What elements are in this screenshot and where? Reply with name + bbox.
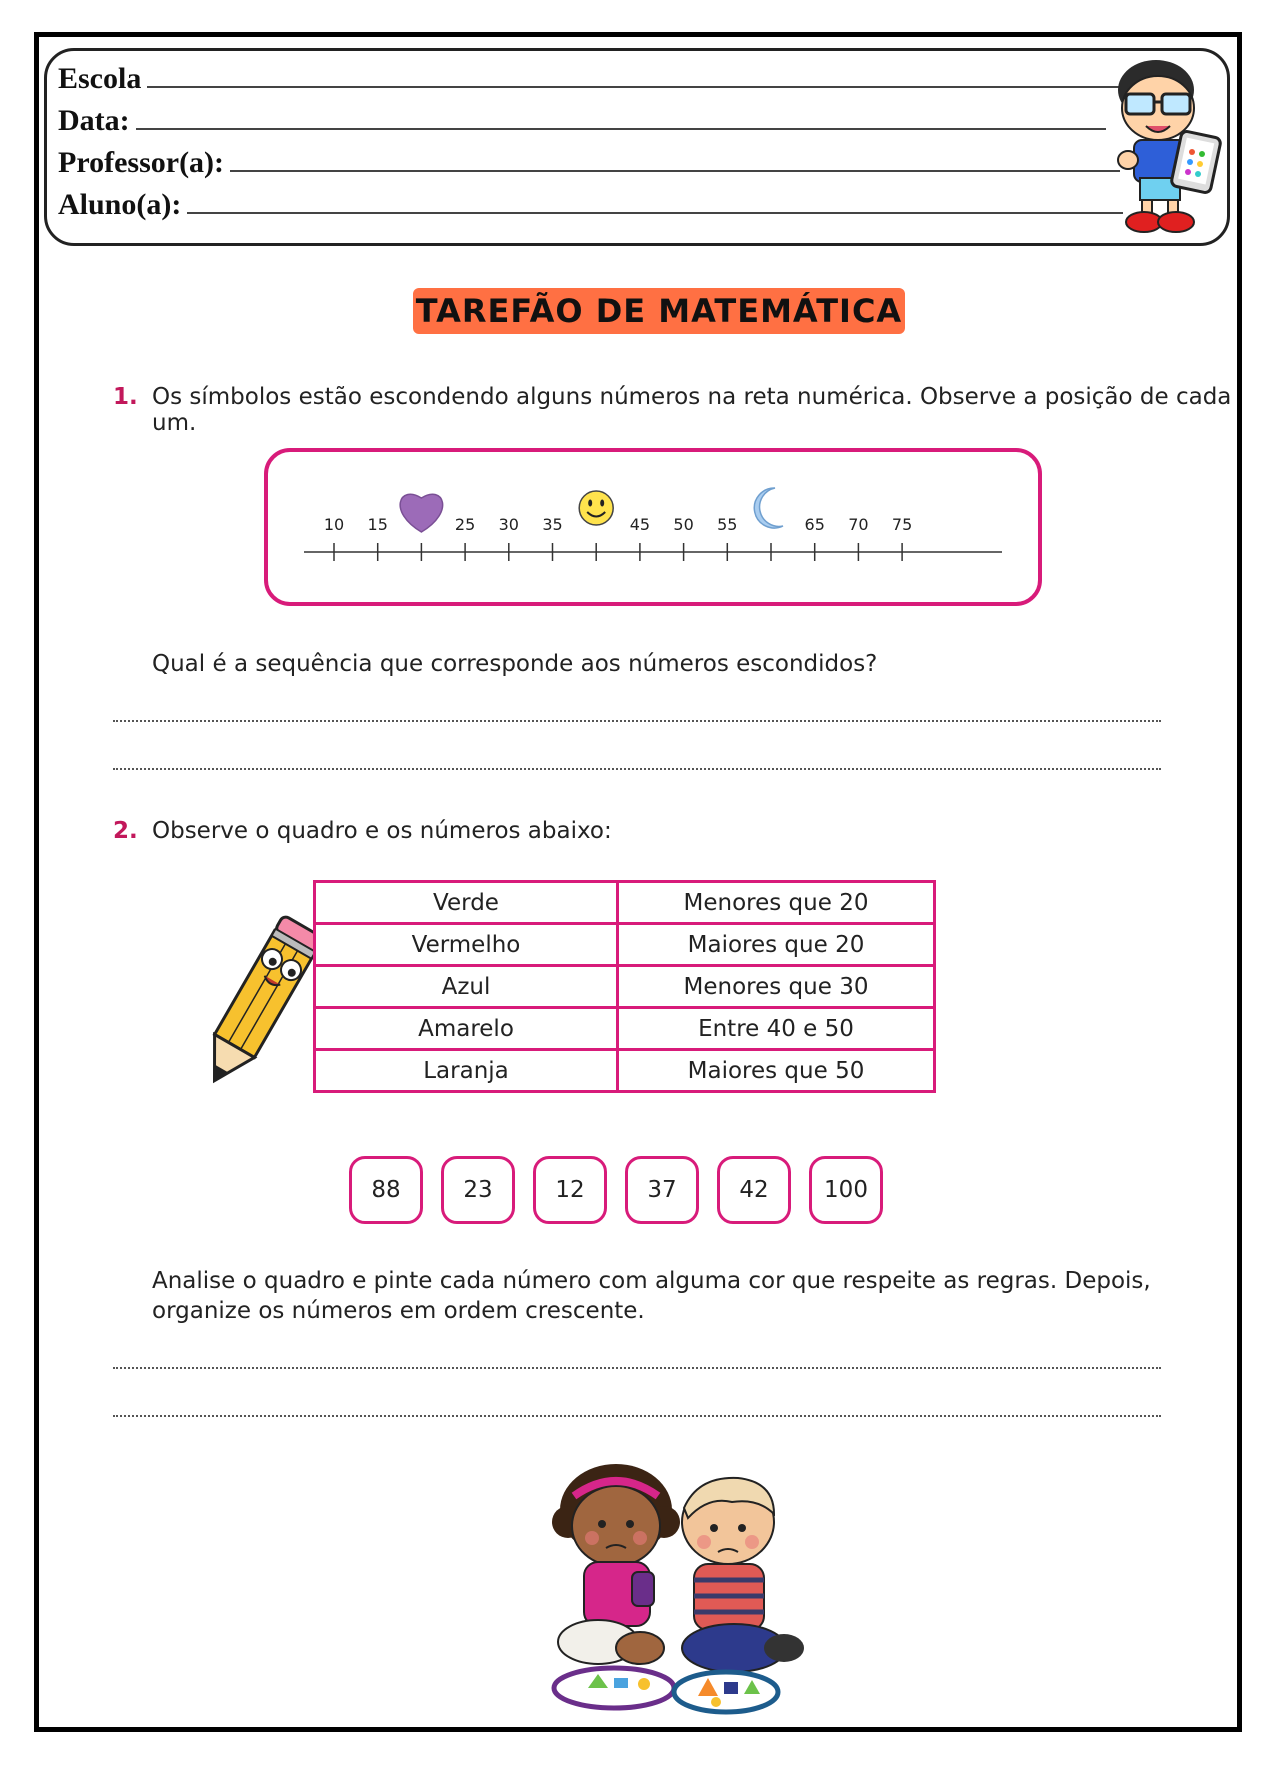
teacher-input-line[interactable]: [230, 168, 1120, 172]
smiley-icon: [579, 491, 613, 525]
number-box[interactable]: 88: [349, 1156, 423, 1224]
student-label: Aluno(a):: [58, 188, 182, 221]
boy-with-tablet-illustration: [1106, 50, 1228, 236]
children-playing-illustration: [548, 1452, 818, 1718]
heart-icon: [400, 494, 442, 532]
school-field: [58, 62, 1125, 96]
answer-line-3[interactable]: [113, 1367, 1161, 1369]
rule-cell: Menores que 30: [618, 966, 935, 1008]
question-1-text: Os símbolos estão escondendo alguns números na reta numérica. Observe a posição de cada um.: [152, 384, 1232, 436]
number-line-label: 50: [673, 515, 694, 534]
answer-line-2[interactable]: [113, 768, 1161, 770]
number-box[interactable]: 42: [717, 1156, 791, 1224]
number-line-label: 70: [848, 515, 869, 534]
question-2-text: Observe o quadro e os números abaixo:: [152, 818, 612, 844]
rule-cell: Entre 40 e 50: [618, 1008, 935, 1050]
teacher-field: [58, 146, 1120, 180]
rules-table-row: [315, 1008, 935, 1050]
date-input-line[interactable]: [136, 126, 1106, 130]
moon-icon: [754, 488, 783, 528]
rules-table-row: [315, 1050, 935, 1092]
number-line-label: 55: [717, 515, 738, 534]
color-name-cell: Verde: [315, 882, 618, 924]
rule-cell: Menores que 20: [618, 882, 935, 924]
page-title: TAREFÃO DE MATEMÁTICA: [413, 288, 905, 334]
student-input-line[interactable]: [187, 210, 1123, 214]
date-label: Data:: [58, 104, 130, 137]
number-box[interactable]: 100: [809, 1156, 883, 1224]
rule-cell: Maiores que 20: [618, 924, 935, 966]
rules-table-row: [315, 924, 935, 966]
number-line-label: 75: [891, 515, 913, 534]
rules-table-row: [315, 882, 935, 924]
color-rules-table: [313, 880, 936, 1093]
school-input-line[interactable]: [147, 84, 1125, 88]
number-line-label: 45: [629, 515, 651, 534]
school-label: Escola: [58, 62, 142, 95]
number-box[interactable]: 23: [441, 1156, 515, 1224]
color-name-cell: Vermelho: [315, 924, 618, 966]
question-2-number: 2.: [113, 818, 138, 844]
color-name-cell: Amarelo: [315, 1008, 618, 1050]
number-line-label: 10: [323, 515, 345, 534]
color-name-cell: Azul: [315, 966, 618, 1008]
rules-table-row: [315, 966, 935, 1008]
question-2-instructions: Analise o quadro e pinte cada número com alguma cor que respeite as regras. Depois, organize os números em ordem crescente.: [152, 1268, 1151, 1324]
number-box[interactable]: 12: [533, 1156, 607, 1224]
number-line-label: 15: [367, 515, 388, 534]
question-1-prompt: Qual é a sequência que corresponde aos números escondidos?: [152, 651, 878, 677]
date-field: [58, 104, 1106, 138]
student-field: [58, 188, 1123, 222]
number-line-label: 35: [542, 515, 563, 534]
number-line-label: 30: [498, 515, 519, 534]
teacher-label: Professor(a):: [58, 146, 225, 179]
number-box[interactable]: 37: [625, 1156, 699, 1224]
number-line-label: 65: [804, 515, 825, 534]
number-line-label: 25: [454, 515, 476, 534]
pencil-illustration: [198, 912, 316, 1102]
rule-cell: Maiores que 50: [618, 1050, 935, 1092]
answer-line-1[interactable]: [113, 720, 1161, 722]
answer-line-4[interactable]: [113, 1415, 1161, 1417]
number-line: [264, 448, 1042, 606]
question-1-number: 1.: [113, 384, 138, 410]
color-name-cell: Laranja: [315, 1050, 618, 1092]
